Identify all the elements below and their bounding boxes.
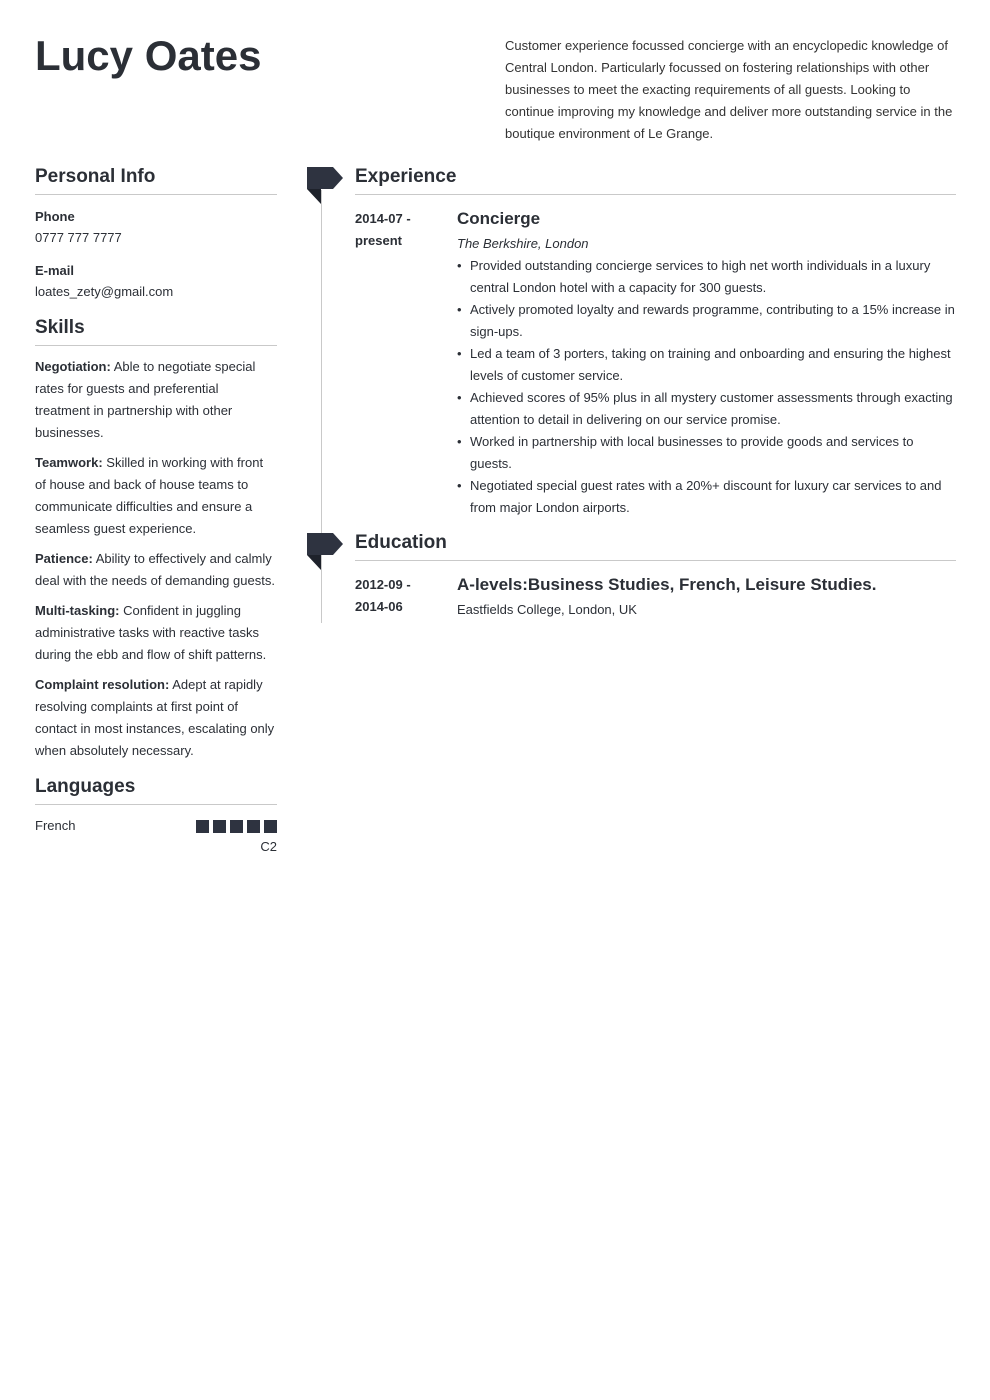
date-end: 2014-06 bbox=[355, 599, 403, 614]
list-item: • Provided outstanding concierge services to high net worth individuals in a luxury central London hotel with a capacity for 300 guests. bbox=[457, 255, 956, 299]
skill-description: Ability to effectively and calmly deal with the needs of demanding guests. bbox=[35, 551, 275, 588]
skill-name: Complaint resolution: bbox=[35, 677, 170, 692]
section-title-languages: Languages bbox=[35, 776, 277, 805]
language-name: French bbox=[35, 818, 76, 833]
date-start: 2014-07 - bbox=[355, 211, 411, 226]
skill-name: Multi-tasking: bbox=[35, 603, 120, 618]
rating-box bbox=[196, 820, 209, 833]
experience-entry bbox=[355, 208, 956, 519]
degree-title: A-levels:Business Studies, French, Leisure Studies. bbox=[457, 575, 877, 594]
skill-name: Negotiation: bbox=[35, 359, 111, 374]
school-name: Eastfields College, London, UK bbox=[457, 602, 637, 617]
personal-info-section bbox=[35, 166, 277, 303]
skill-description: Confident in juggling administrative tasks with reactive tasks during the ebb and flow of shift patterns. bbox=[35, 603, 267, 662]
skill-description: Able to negotiate special rates for guests and preferential treatment in partnership with other businesses. bbox=[35, 359, 256, 440]
rating-box bbox=[247, 820, 260, 833]
skill-description: Adept at rapidly resolving complaints at first point of contact in most instances, escalating only when absolutely necessary. bbox=[35, 677, 275, 758]
skill-name: Patience: bbox=[35, 551, 93, 566]
section-title-skills: Skills bbox=[35, 317, 277, 346]
left-column bbox=[35, 166, 277, 874]
rating-box bbox=[213, 820, 226, 833]
rating-box bbox=[264, 820, 277, 833]
section-title-education: Education bbox=[355, 532, 956, 561]
skill-description: Skilled in working with front of house and back of house teams to communicate difficulties and ensure a seamless guest experience. bbox=[35, 455, 264, 536]
date-start: 2012-09 - bbox=[355, 577, 411, 592]
skill-name: Teamwork: bbox=[35, 455, 103, 470]
phone-label: Phone bbox=[35, 209, 75, 224]
section-flag-icon bbox=[307, 533, 343, 570]
phone-value: 0777 777 7777 bbox=[35, 230, 122, 245]
email-label: E-mail bbox=[35, 263, 75, 278]
list-item: • Led a team of 3 porters, taking on training and onboarding and ensuring the highest levels of customer service. bbox=[457, 343, 956, 387]
list-item: • Achieved scores of 95% plus in all mystery customer assessments through exacting attention to detail in delivering on our service promise. bbox=[457, 387, 956, 431]
rating-box bbox=[230, 820, 243, 833]
skills-section bbox=[35, 317, 277, 762]
education-entry bbox=[355, 574, 956, 621]
language-item bbox=[35, 818, 277, 860]
education-section bbox=[355, 532, 956, 621]
date-end: present bbox=[355, 233, 402, 248]
skill-item bbox=[35, 548, 277, 592]
language-level: C2 bbox=[260, 839, 277, 854]
candidate-name: Lucy Oates bbox=[35, 32, 262, 79]
section-title-experience: Experience bbox=[355, 166, 956, 195]
section-flag-icon bbox=[307, 167, 343, 204]
profile-summary: Customer experience focussed concierge with an encyclopedic knowledge of Central London. Particularly focussed on fostering relationships with other businesses to meet the exacting requirements of all guests. Looking to continue improving my knowledge and deliver more outstanding service in the boutique environment of Le Grange. bbox=[505, 38, 953, 141]
experience-section bbox=[355, 166, 956, 519]
list-item: • Negotiated special guest rates with a 20%+ discount for luxury car services to and from major London airports. bbox=[457, 475, 956, 519]
list-item: • Actively promoted loyalty and rewards programme, contributing to a 15% increase in sign-ups. bbox=[457, 299, 956, 343]
skill-item bbox=[35, 674, 277, 762]
skill-item bbox=[35, 356, 277, 444]
skill-item bbox=[35, 600, 277, 666]
section-title-personal-info: Personal Info bbox=[35, 166, 277, 195]
entry-dates bbox=[355, 574, 445, 618]
job-title: Concierge bbox=[457, 209, 541, 228]
responsibility-list bbox=[457, 255, 956, 519]
language-rating bbox=[196, 820, 277, 833]
skill-item bbox=[35, 452, 277, 540]
company-name: The Berkshire, London bbox=[457, 236, 589, 251]
email-value: loates_zety@gmail.com bbox=[35, 284, 174, 299]
languages-section bbox=[35, 776, 277, 860]
list-item: • Worked in partnership with local businesses to provide goods and services to guests. bbox=[457, 431, 956, 475]
entry-dates bbox=[355, 208, 445, 252]
